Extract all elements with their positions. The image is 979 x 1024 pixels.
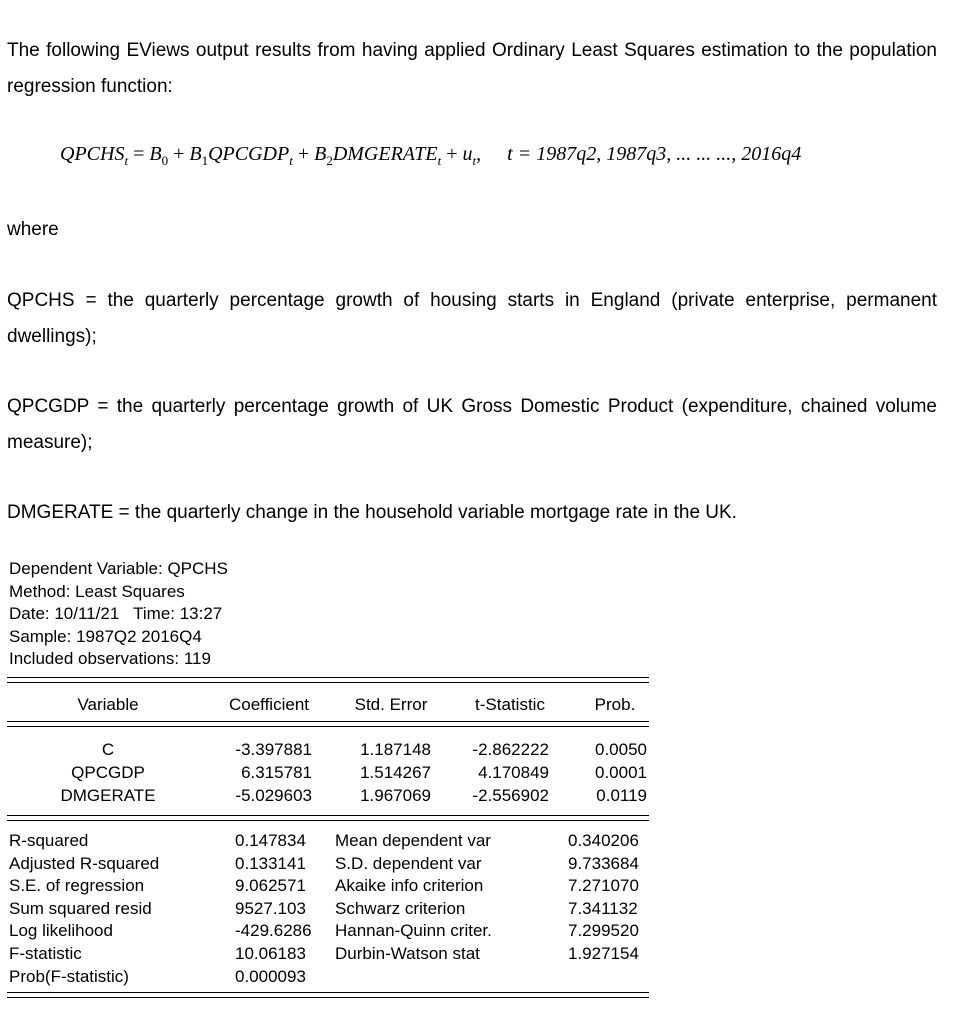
stat-label: Log likelihood <box>9 921 113 941</box>
stats-right-labels <box>335 830 492 966</box>
table-cell: 0.0050 <box>595 740 647 759</box>
stat-label: S.D. dependent var <box>335 853 482 873</box>
table-cell: 4.170849 <box>478 763 549 782</box>
intro-paragraph: The following EViews output results from having applied Ordinary Least Squares estimation to the population regression function: <box>7 40 937 97</box>
stat-value: 1.927154 <box>568 943 639 963</box>
output-header <box>9 558 228 671</box>
header-date: Date: 10/11/21 Time: 13:27 <box>9 604 223 624</box>
table-rule-bottom-2 <box>7 997 649 998</box>
stat-label: Mean dependent var <box>335 831 491 850</box>
table-rule-top-2 <box>7 682 649 683</box>
table-cell: -5.029603 <box>235 786 312 805</box>
table-cell: -2.862222 <box>472 740 549 759</box>
header-dependent-variable: Dependent Variable: QPCHS <box>9 559 228 578</box>
table-cell: 1.514267 <box>360 763 431 782</box>
stat-label: Adjusted R-squared <box>9 853 160 873</box>
stat-label: Durbin-Watson stat <box>335 943 480 963</box>
table-cell: 1.967069 <box>360 786 431 805</box>
equation-range: t = 1987q2, 1987q3, ... ... ..., 2016q4 <box>507 143 802 165</box>
definition-dmgerate: DMGERATE = the quarterly change in the household variable mortgage rate in the UK. <box>7 502 737 523</box>
col-header-prob: Prob. <box>594 695 636 714</box>
col-header-coefficient: Coefficient <box>228 695 309 714</box>
stat-value: 7.299520 <box>568 921 639 941</box>
stat-label: Prob(F-statistic) <box>9 966 129 986</box>
table-cell: 0.0119 <box>596 786 647 805</box>
stat-value: -429.6286 <box>235 921 312 941</box>
table-cell: DMGERATE <box>60 786 156 805</box>
stat-value: 10.06183 <box>235 943 306 963</box>
stat-value: 9527.103 <box>235 898 306 918</box>
stat-value: 0.340206 <box>568 831 639 850</box>
col-header-std-error: Std. Error <box>354 695 428 714</box>
header-sample: Sample: 1987Q2 2016Q4 <box>9 626 202 646</box>
table-cell: C <box>101 740 115 759</box>
stat-label: Hannan-Quinn criter. <box>335 921 492 941</box>
table-rule-mid-2 <box>7 820 649 821</box>
definition-qpcgdp: QPCGDP = the quarterly percentage growth of UK Gross Domestic Product (expenditure, chained volume measure); <box>7 396 937 453</box>
table-cell: -2.556902 <box>472 786 549 805</box>
table-cell: QPCGDP <box>71 763 145 782</box>
header-method: Method: Least Squares <box>9 581 185 601</box>
regression-equation: $QPCHS_t = B_0$ + $B_1QPCGDP_t$ + $B_2DMGERATE_t + u_t$, t = 1987q2, 1987q3, ... ... ..., 2016q4 <box>60 143 802 168</box>
stat-value: 9.062571 <box>235 876 306 896</box>
table-cell: 6.315781 <box>241 763 312 782</box>
definition-qpchs: QPCHS = the quarterly percentage growth of housing starts in England (private enterprise, permanent dwellings); <box>7 290 937 347</box>
table-cell: 1.187148 <box>360 740 431 759</box>
stats-left-labels <box>9 830 159 988</box>
col-header-t-statistic: t-Statistic <box>475 695 545 714</box>
stat-label: Sum squared resid <box>9 898 152 918</box>
col-header-variable: Variable <box>77 695 139 714</box>
stat-value: 0.133141 <box>235 853 306 873</box>
where-label: where <box>7 219 59 240</box>
stat-label: S.E. of regression <box>9 876 145 896</box>
stats-left-values <box>235 830 312 988</box>
stat-value: 0.000093 <box>235 966 306 986</box>
stat-value: 9.733684 <box>568 853 639 873</box>
stat-label: R-squared <box>9 831 89 850</box>
table-cell: -3.397881 <box>235 740 312 759</box>
stats-right-values <box>568 830 639 966</box>
stat-label: Schwarz criterion <box>335 898 466 918</box>
table-rule-header-2 <box>7 726 649 727</box>
table-cell: 0.0001 <box>595 763 647 782</box>
stat-label: Akaike info criterion <box>335 876 484 896</box>
table-rule-header <box>7 721 649 722</box>
stat-value: 7.271070 <box>568 876 639 896</box>
table-rule-mid <box>7 815 649 816</box>
table-rule-top <box>7 677 649 678</box>
table-rule-bottom <box>7 992 649 993</box>
stat-value: 0.147834 <box>235 831 306 850</box>
stat-value: 7.341132 <box>568 898 638 918</box>
header-observations: Included observations: 119 <box>9 649 211 669</box>
stat-label: F-statistic <box>9 943 82 963</box>
